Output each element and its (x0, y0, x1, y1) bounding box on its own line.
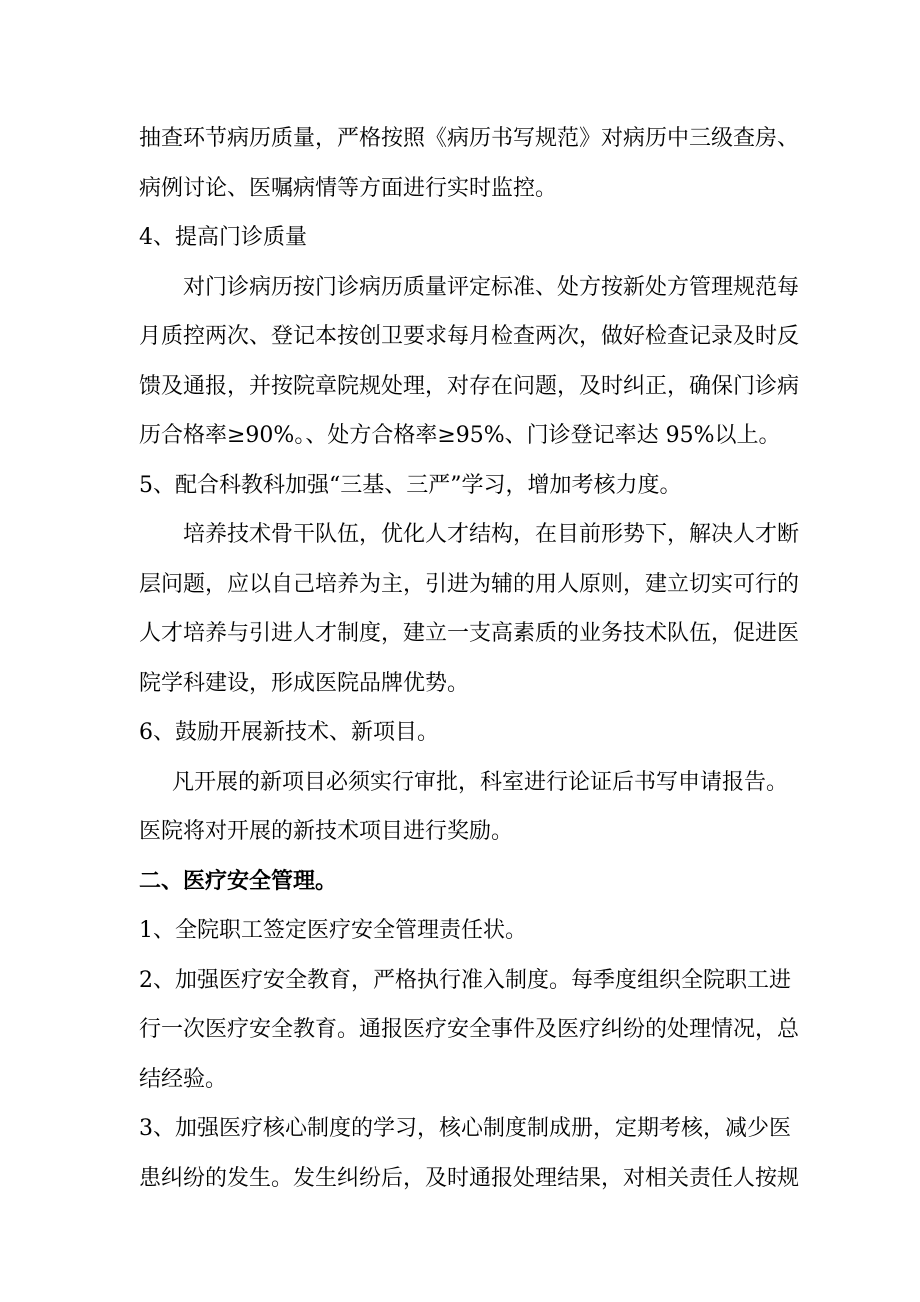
text-line: 患纠纷的发生。发生纠纷后，及时通报处理结果，对相关责任人按规 (139, 1165, 800, 1191)
text-line: 结经验。 (139, 1066, 228, 1092)
section-heading: 2、加强医疗安全教育，严格执行准入制度。每季度组织全院职工进 (139, 967, 791, 993)
text-line: 医院将对开展的新技术项目进行奖励。 (139, 819, 514, 844)
text-line: 月质控两次、登记本按创卫要求每月检查两次，做好检查记录及时反 (139, 324, 800, 349)
text-line: 凡开展的新项目必须实行审批，科室进行论证后书写申请报告。 (172, 769, 789, 795)
section-heading: 1、全院职工签定医疗安全管理责任状。 (139, 918, 527, 943)
section-heading: 3、加强医疗核心制度的学习，核心制度制成册，定期考核，减少医 (139, 1116, 791, 1141)
text-line: 层问题，应以自己培养为主，引进为辅的用人原则，建立切实可行的 (139, 571, 800, 597)
text-line: 行一次医疗安全教育。通报医疗安全事件及医疗纠纷的处理情况，总 (139, 1017, 800, 1042)
section-heading: 5、配合科教科加强“三基、三严”学习，增加考核力度。 (139, 472, 682, 498)
document-body (139, 114, 800, 1203)
text-line: 院学科建设，形成医院品牌优势。 (139, 670, 470, 696)
text-line: 馈及通报，并按院章院规处理，对存在问题，及时纠正，确保门诊病 (139, 373, 800, 399)
chapter-heading: 二、医疗安全管理。 (139, 867, 338, 894)
text-line: 抽查环节病历质量，严格按照《病历书写规范》对病历中三级查房、 (139, 126, 800, 151)
text-line: 培养技术骨干队伍，优化人才结构，在目前形势下，解决人才断 (183, 522, 800, 547)
text-line: 病例讨论、医嘱病情等方面进行实时监控。 (139, 175, 558, 201)
text-line: 对门诊病历按门诊病历质量评定标准、处方按新处方管理规范每 (183, 274, 800, 300)
text-line: 人才培养与引进人才制度，建立一支高素质的业务技术队伍，促进医 (139, 621, 800, 646)
section-heading: 4、提高门诊质量 (139, 225, 307, 250)
section-heading: 6、鼓励开展新技术、新项目。 (139, 720, 439, 745)
text-line: 历合格率≥90%。、处方合格率≥95%、门诊登记率达 95%以上。 (139, 423, 781, 448)
